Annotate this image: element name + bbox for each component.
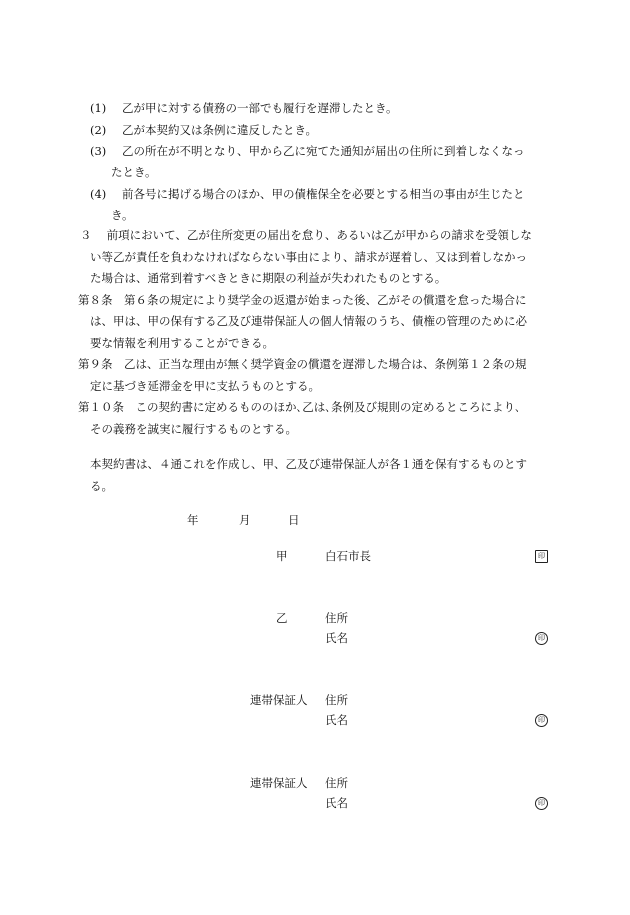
item-3-number: (3) [90,144,107,158]
item-4-text-line1: 前各号に掲げる場合のほか、甲の債権保全を必要とする相当の事由が生じたと [122,187,525,201]
article-9-line2: 定に基づき延滞金を甲に支払うものとする。 [90,379,320,393]
item-4-text-line2: き。 [111,208,134,222]
article-10-line1: 第１０条 この契約書に定めるもののほか､乙は､条例及び規則の定めるところにより､ [78,400,521,414]
guarantor-1-name-label: 氏名 [325,713,348,727]
guarantor-2-seal: 印 [535,797,548,810]
guarantor-2-name-label: 氏名 [325,796,348,810]
item-4-number: (4) [90,187,107,201]
article-8-line3: 要な情報を利用することができる。 [90,336,274,350]
party-b-address-label: 住所 [325,611,348,625]
guarantor-1-role: 連帯保証人 [250,693,308,707]
date-day-label: 日 [288,513,300,527]
item-1-text: 乙が甲に対する債務の一部でも履行を遅滞したとき。 [122,101,398,115]
article-8-line2: は、甲は、甲の保有する乙及び連帯保証人の個人情報のうち、債権の管理のために必 [90,314,527,328]
party-a-role: 甲 [276,549,288,563]
item-2-text: 乙が本契約又は条例に違反したとき。 [122,123,318,137]
party-a-seal: 印 [535,550,548,563]
party-a-name: 白石市長 [325,549,371,563]
article-10-line2: その義務を誠実に履行するものとする。 [90,422,297,436]
date-month-label: 月 [239,513,251,527]
article-9-line1: 第９条 乙は、正当な理由が無く奨学資金の償還を遅滞した場合は、条例第１２条の規 [78,357,527,371]
item-2-number: (2) [90,123,107,137]
closing-line2: る。 [90,479,113,493]
guarantor-1-address-label: 住所 [325,693,348,707]
item-3-text-line2: たとき。 [111,165,157,179]
guarantor-2-address-label: 住所 [325,776,348,790]
item-1-number: (1) [90,101,107,115]
clause-3-line1: ３ 前項において、乙が住所変更の届出を怠り、あるいは乙が甲からの請求を受領しな [80,228,532,242]
party-b-seal: 印 [535,632,548,645]
date-year-label: 年 [187,513,199,527]
closing-line1: 本契約書は、４通これを作成し、甲、乙及び連帯保証人が各１通を保有するものとす [90,457,527,471]
article-8-line1: 第８条 第６条の規定により奨学金の返還が始まった後、乙がその償還を怠った場合に [78,293,527,307]
party-b-role: 乙 [276,611,288,625]
item-3-text-line1: 乙の所在が不明となり、甲から乙に宛てた通知が届出の住所に到着しなくなっ [122,144,525,158]
clause-3-line2: い等乙が責任を負わなければならない事由により、請求が遅着し、又は到着しなかっ [90,250,527,264]
guarantor-1-seal: 印 [535,714,548,727]
clause-3-line3: た場合は、通常到着すべきときに期限の利益が失われたものとする。 [90,271,447,285]
guarantor-2-role: 連帯保証人 [250,776,308,790]
party-b-name-label: 氏名 [325,631,348,645]
